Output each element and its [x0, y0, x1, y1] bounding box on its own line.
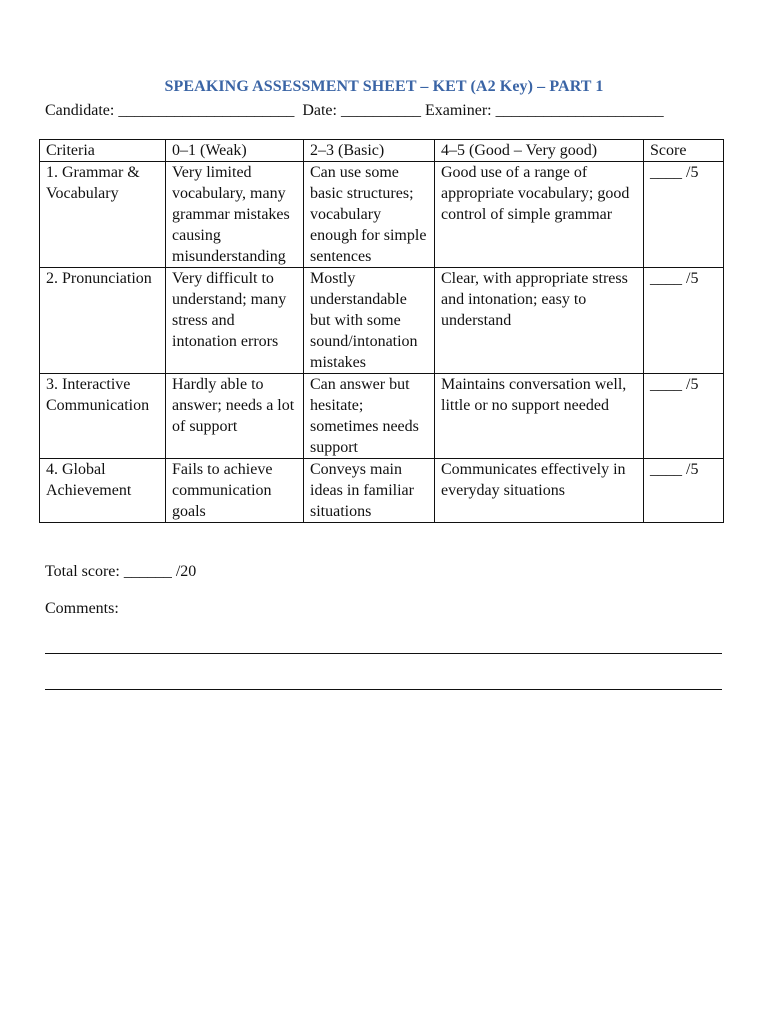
- weak-descriptor-cell: Hardly able to answer; needs a lot of support: [166, 374, 304, 459]
- table-row: [40, 459, 724, 523]
- assessment-rubric-table: [39, 139, 724, 523]
- basic-descriptor-cell: Conveys main ideas in familiar situations: [304, 459, 435, 523]
- comment-line[interactable]: [45, 689, 722, 690]
- weak-descriptor-cell: Very limited vocabulary, many grammar mistakes causing misunderstanding: [166, 162, 304, 268]
- header-good: 4–5 (Good – Very good): [435, 140, 644, 162]
- criteria-cell: 4. Global Achievement: [40, 459, 166, 523]
- header-basic: 2–3 (Basic): [304, 140, 435, 162]
- comment-line[interactable]: [45, 653, 722, 654]
- page-title: SPEAKING ASSESSMENT SHEET – KET (A2 Key) – PART 1: [164, 78, 604, 95]
- criteria-cell: 2. Pronunciation: [40, 268, 166, 374]
- score-cell[interactable]: ____ /5: [644, 374, 724, 459]
- score-cell[interactable]: ____ /5: [644, 162, 724, 268]
- good-descriptor-cell: Good use of a range of appropriate vocabulary; good control of simple grammar: [435, 162, 644, 268]
- total-score-line[interactable]: Total score: ______ /20: [45, 563, 197, 580]
- score-cell[interactable]: ____ /5: [644, 268, 724, 374]
- criteria-cell: 1. Grammar & Vocabulary: [40, 162, 166, 268]
- table-header-row: [40, 140, 724, 162]
- criteria-cell: 3. Interactive Communication: [40, 374, 166, 459]
- candidate-date-examiner-line: Candidate: ______________________ Date: __________ Examiner: _____________________: [45, 102, 664, 119]
- table-row: [40, 162, 724, 268]
- basic-descriptor-cell: Can answer but hesitate; sometimes needs support: [304, 374, 435, 459]
- good-descriptor-cell: Clear, with appropriate stress and intonation; easy to understand: [435, 268, 644, 374]
- header-score: Score: [644, 140, 724, 162]
- weak-descriptor-cell: Fails to achieve communication goals: [166, 459, 304, 523]
- table-row: [40, 268, 724, 374]
- weak-descriptor-cell: Very difficult to understand; many stress and intonation errors: [166, 268, 304, 374]
- basic-descriptor-cell: Can use some basic structures; vocabulary enough for simple sentences: [304, 162, 435, 268]
- header-weak: 0–1 (Weak): [166, 140, 304, 162]
- table-row: [40, 374, 724, 459]
- good-descriptor-cell: Communicates effectively in everyday situations: [435, 459, 644, 523]
- score-cell[interactable]: ____ /5: [644, 459, 724, 523]
- comments-label: Comments:: [45, 600, 119, 617]
- good-descriptor-cell: Maintains conversation well, little or no support needed: [435, 374, 644, 459]
- header-criteria: Criteria: [40, 140, 166, 162]
- basic-descriptor-cell: Mostly understandable but with some sound/intonation mistakes: [304, 268, 435, 374]
